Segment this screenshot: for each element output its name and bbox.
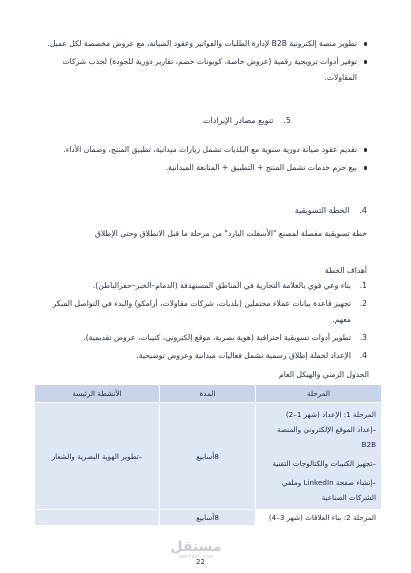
goal-item xyxy=(37,278,367,294)
watermark-sub: mostaql.com xyxy=(179,554,213,560)
page-number: 22 xyxy=(196,558,205,566)
bullet-list-top xyxy=(37,36,367,86)
watermark xyxy=(170,540,222,560)
bullet-item: بيع حزم خدمات تشمل المنتج + التطبيق + المتابعة الميدانية. xyxy=(37,160,367,176)
goal-number: 4. xyxy=(359,351,367,360)
heading-number: 5. xyxy=(283,116,291,125)
table-header-row xyxy=(35,385,382,403)
phase-cell: المرحلة 2: بناء العلاقات (شهر 3–4) xyxy=(256,510,382,526)
phase-cell xyxy=(256,403,382,510)
goal-number: 3. xyxy=(359,333,367,342)
heading-number: 4. xyxy=(359,206,367,215)
duration-cell: 8أسابيع xyxy=(160,510,256,526)
watermark-text: مستقل xyxy=(170,539,222,555)
activity-cell: –تطوير الهوية البصرية والشعار xyxy=(35,403,160,510)
heading-title: الخطة التسويقية xyxy=(294,206,350,215)
duration-cell: 8أسابيع xyxy=(160,403,256,510)
revenue-heading xyxy=(203,116,291,125)
goal-text: تطوير أدوات تسويقية احترافية (هوية بصرية، موقع إلكتروني، كتيبات، عروض تقديمية). xyxy=(83,333,351,342)
header-duration: المدة xyxy=(160,385,256,403)
goal-text: الإعداد لحملة إطلاق رسمية تشمل فعاليات ميدانية وعروض توضيحية. xyxy=(136,351,351,360)
goal-item xyxy=(37,296,367,328)
goals-list xyxy=(37,278,367,364)
bullet-item: توفير أدوات ترويجية رقمية (عروض خاصة، كوبونات خصم، تقارير دورية للجودة) لجذب شركات المقاولات. xyxy=(37,54,367,86)
schedule-table xyxy=(34,384,382,526)
goals-label: أهداف الخطة xyxy=(324,266,367,275)
heading-title: تنويع مصادر الإيرادات xyxy=(202,116,274,125)
marketing-heading xyxy=(295,206,367,215)
goal-item xyxy=(37,348,367,364)
activity-cell xyxy=(35,510,160,526)
table-row xyxy=(35,510,382,526)
header-activities: الأنشطة الرئيسة xyxy=(35,385,160,403)
header-phase: المرحلة xyxy=(256,385,382,403)
goal-number: 1. xyxy=(359,281,367,290)
goal-item xyxy=(37,330,367,346)
goal-text: تجهيز قاعدة بيانات عملاء محتملين (بلديات، شركات مقاولات، أرامكو) والبدء في التواصل المبكر معهم. xyxy=(52,299,351,324)
table-title: الجدول الزمني والهيكل العام xyxy=(279,370,369,379)
phase-line: –إنشاء صفحة LinkedIn وملفي الشركات الصناعية xyxy=(281,478,376,502)
goal-number: 2. xyxy=(359,299,367,308)
bullet-list-revenue xyxy=(37,142,367,176)
phase-line: –تجهيز الكتيبات والكتالوجات التقنية xyxy=(272,459,376,468)
table-row xyxy=(35,403,382,510)
phase-line: المرحلة 1: الإعداد (شهر 1–2) xyxy=(285,410,376,419)
bullet-item: تقديم عقود صيانة دورية سنوية مع البلديات تشمل زيارات ميدانية، تطبيق المنتج، وضمان الأداء. xyxy=(37,142,367,158)
goal-text: بناء وعي قوي بالعلامة التجارية في المناطق المستهدفة (الدمام–الخبر–حفرالباطن). xyxy=(92,281,351,290)
marketing-intro: خطة تسويقية مفصلة لمصنع "الأسفلت البارد" من مرحلة ما قبل الانطلاق وحتى الإطلاق xyxy=(94,229,367,238)
phase-line: –إعداد الموقع الإلكتروني والمنصة B2B xyxy=(277,425,376,449)
bullet-item: تطوير منصة إلكترونية B2B لإدارة الطلبات والفواتير وعقود الصيانة، مع عروض مخصصة لكل عميل. xyxy=(37,36,367,52)
